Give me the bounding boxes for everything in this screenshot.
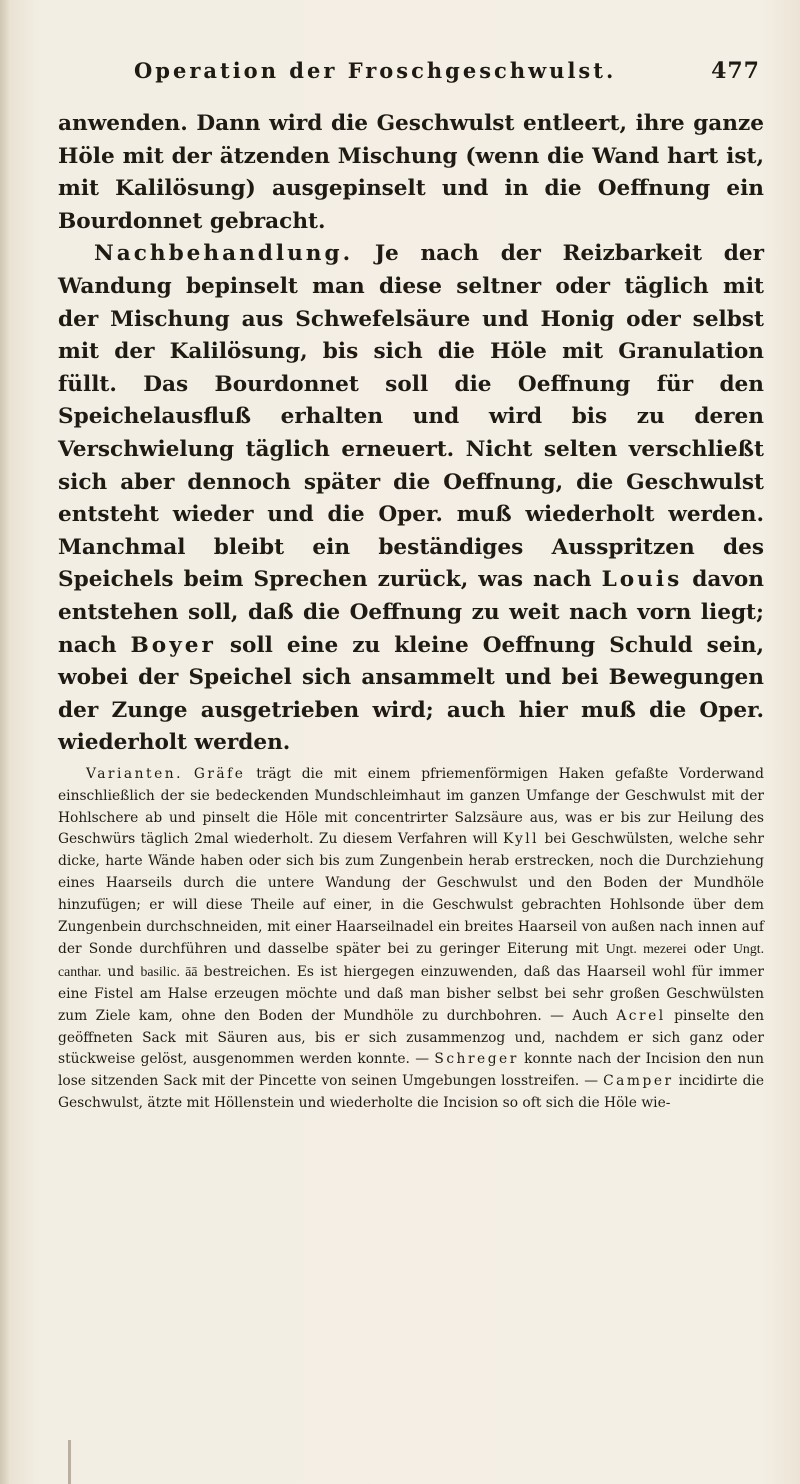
latin-ungt-mezerei: Ungt. mezerei: [605, 941, 687, 957]
page-binding-shadow: [0, 0, 10, 1484]
author-acrel: Acrel: [616, 1007, 666, 1024]
main-text: [58, 108, 764, 760]
variants-text-8: incidirte die Geschwulst, ätzte mit Höllenstein und wiederholte die Incision so oft sich die Höle wie-: [58, 1073, 765, 1111]
aftercare-text-2: davon entstehen soll, daß die Oeffnung zu weit nach vorn liegt; nach: [58, 567, 764, 658]
author-kyll: Kyll: [503, 831, 540, 848]
page-number: 477: [711, 58, 760, 84]
margin-mark: [68, 1440, 71, 1484]
author-graefe: Gräfe: [193, 766, 246, 782]
latin-basilic: basilic. āā: [140, 964, 198, 980]
variants-heading: Varianten.: [86, 766, 184, 782]
aftercare-text-1: Je nach der Reizbarkeit der Wandung bepinselt man diese seltner oder täglich mit der Mischung aus Schwefelsäure und Honig oder selbst mit der Kalilösung, bis sich die Höle mit Granulation füllt. Das Bourdonnet soll die Oeffnung für den Speichelausfluß erhalten und wird bis zu deren Verschwielung täglich erneuert. Nicht selten verschließt sich aber dennoch später die Oeffnung, die Geschwulst entsteht wieder und die Oper. muß wiederholt werden. Manchmal bleibt ein beständiges Ausspritzen des Speichels beim Sprechen zurück, was nach: [58, 241, 764, 593]
author-louis: Louis: [601, 567, 683, 593]
variants-text-6: pinselte den geöffneten Sack mit Säuren aus, bis er sich zusammenzog und, nachdem er sich ganz oder stückweise gelöst, ausgenommen werden konnte. —: [58, 1007, 764, 1068]
aftercare-text-3: soll eine zu kleine Oeffnung Schuld sein, wobei der Speichel sich ansammelt und bei Bewegungen der Zunge ausgetrieben wird; auch hier muß die Oper. wiederholt werden.: [58, 632, 764, 756]
variants-text-1: trägt die mit einem pfriemenförmigen Haken gefaßte Vorderwand einschließlich der sie bedeckenden Mundschleimhaut im ganzen Umfange der Geschwulst mit der Hohlschere ab und pinselt die Höle mit concentrirter Salzsäure aus, was er bis zur Heilung des Geschwürs täglich 2mal wiederholt. Zu diesem Verfahren will: [58, 766, 765, 848]
author-boyer: Boyer: [130, 632, 216, 658]
running-title: Operation der Froschgeschwulst.: [134, 58, 617, 83]
variants-text-5: bestreichen. Es ist hiergegen einzuwenden, daß das Haarseil wohl für immer eine Fistel am Halse erzeugen möchte und daß man bisher selbst bei sehr großen Geschwülsten zum Ziele kam, ohne den Boden der Mundhöle zu durchbohren. — Auch: [58, 964, 764, 1024]
paragraph-1: anwenden. Dann wird die Geschwulst entleert, ihre ganze Höle mit der ätzenden Mischung (wenn die Wand hart ist, mit Kalilösung) ausgepinselt und in die Oeffnung ein Bourdonnet gebracht.: [58, 111, 764, 234]
aftercare-heading: Nachbehandlung.: [94, 241, 354, 267]
page-header: [60, 58, 760, 88]
paragraph-aftercare: [58, 238, 764, 760]
latin-ungt-canthar: Ungt. canthar.: [58, 941, 765, 980]
variants-section: [58, 764, 764, 1115]
variants-text-2: bei Geschwülsten, welche sehr dicke, harte Wände haben oder sich bis zum Zungenbein herab erstrecken, noch die Durchziehung eines Haarseils durch die untere Wandung der Geschwulst und den Boden der Mundhöle hinzufügen; er will diese Theile auf einer, in die Geschwulst gebrachten Hohlsonde über dem Zungenbein durchschneiden, mit einer Haarseilnadel ein breites Haarseil von außen nach innen auf der Sonde durchführen und dasselbe später bei zu geringer Eiterung mit: [58, 831, 764, 958]
variants-paragraph: [58, 764, 764, 1115]
variants-text-7: konnte nach der Incision den nun lose sitzenden Sack mit der Pincette von seinen Umgebungen losstreifen. —: [58, 1051, 764, 1090]
author-camper: Camper: [603, 1073, 674, 1090]
author-schreger: Schreger: [434, 1051, 519, 1068]
variants-text-4: und: [101, 964, 141, 981]
variants-text-3: oder: [686, 941, 733, 958]
